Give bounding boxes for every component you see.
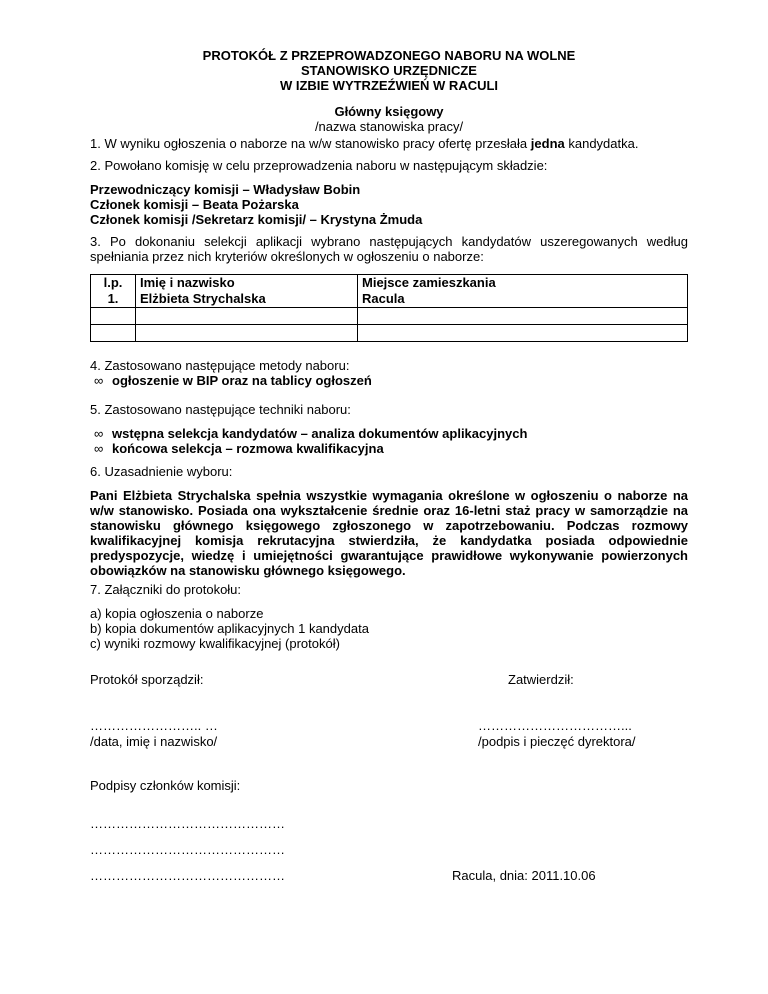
list-item: ∞ końcowa selekcja – rozmowa kwalifikacyjna: [94, 441, 384, 456]
committee-signatures-label: Podpisy członków komisji:: [90, 778, 241, 793]
methods-list: [90, 373, 688, 388]
committee-signature-line: ………………………………………: [90, 816, 285, 831]
committee-chair: Przewodniczący komisji – Władysław Bobin: [90, 182, 361, 197]
document-title: [90, 48, 688, 93]
section-7-intro: 7. Załączniki do protokołu:: [90, 582, 242, 597]
table-header-lp: l.p. 1.: [91, 275, 136, 308]
section-4-intro: 4. Zastosowano następujące metody naboru:: [90, 358, 350, 373]
committee-signature-line: ………………………………………: [90, 842, 285, 857]
position-caption: /nazwa stanowiska pracy/: [314, 119, 464, 134]
section-1-text-before: 1. W wyniku ogłoszenia o naborze na w/w stanowisko pracy ofertę przesłała: [90, 136, 531, 151]
attachment-item: a) kopia ogłoszenia o naborze: [90, 606, 264, 621]
prepared-caption: /data, imię i nazwisko/: [90, 734, 218, 749]
approved-signature-line: ……………………………...: [478, 718, 632, 733]
bullet-icon: ∞: [94, 441, 104, 456]
table-row: [91, 308, 688, 325]
list-item: ∞ wstępna selekcja kandydatów – analiza dokumentów aplikacyjnych: [94, 426, 528, 441]
attachment-item: b) kopia dokumentów aplikacyjnych 1 kandydata: [90, 621, 369, 636]
bullet-icon: ∞: [94, 426, 104, 441]
techniques-list: [90, 426, 688, 456]
section-1-text-after: kandydatka.: [564, 136, 639, 151]
committee-member: Członek komisji – Beata Pożarska: [90, 197, 299, 212]
table-cell: [91, 325, 136, 342]
justification-text: Pani Elżbieta Strychalska spełnia wszystkie wymagania określone w ogłoszeniu o naborze na w/w stanowisko. Posiada ona wykształcenie średnie oraz 16-letni staż pracy w samorządzie na stanowisku głównego księgowego zgłoszonego w zapotrzebowaniu. Podczas rozmowy kwalifikacyjnej komisja rekrutacyjna stwierdziła, że kandydatka posiada odpowiednie predyspozycje, wiedzę i umiejętności gwarantujące prawidłowe wykonywanie powierzonych obowiązków na stanowisku głównego księgowego.: [90, 488, 688, 578]
section-4: [90, 358, 688, 388]
table-cell: [358, 308, 688, 325]
prepared-label: Protokół sporządził:: [90, 672, 204, 687]
bullet-icon: ∞: [94, 373, 104, 388]
table-row: [91, 325, 688, 342]
section-6-intro: 6. Uzasadnienie wyboru:: [90, 464, 233, 479]
approved-caption: /podpis i pieczęć dyrektora/: [478, 734, 636, 749]
title-line-3: W IZBIE WYTRZEŹWIEŃ W RACULI: [279, 78, 499, 93]
committee-members: [90, 182, 688, 227]
section-2-intro: 2. Powołano komisję w celu przeprowadzenia naboru w następującym składzie:: [90, 158, 548, 173]
table-cell: [136, 308, 358, 325]
section-1: [90, 136, 688, 151]
position-name: Główny księgowy: [334, 104, 444, 119]
position-block: [90, 104, 688, 134]
place-and-date: Racula, dnia: 2011.10.06: [452, 868, 596, 883]
approved-label: Zatwierdził:: [508, 672, 574, 687]
candidates-table: [90, 274, 688, 342]
table-row: [91, 275, 688, 308]
list-item: ∞ ogłoszenie w BIP oraz na tablicy ogłoszeń: [94, 373, 372, 388]
title-line-2: STANOWISKO URZĘDNICZE: [301, 63, 477, 78]
section-1-bold: jedna: [530, 136, 565, 151]
table-cell: [91, 308, 136, 325]
section-5-intro: 5. Zastosowano następujące techniki naboru:: [90, 402, 351, 417]
committee-secretary: Członek komisji /Sekretarz komisji/ – Krystyna Żmuda: [90, 212, 423, 227]
table-header-name: Imię i nazwisko Elżbieta Strychalska: [136, 275, 358, 308]
table-cell: [136, 325, 358, 342]
committee-signature-line: ………………………………………: [90, 868, 285, 883]
attachments-list: [90, 606, 688, 651]
prepared-signature-line: …………………….. …: [90, 718, 218, 733]
table-cell: [358, 325, 688, 342]
attachment-item: c) wyniki rozmowy kwalifikacyjnej (protokół): [90, 636, 340, 651]
table-header-residence: Miejsce zamieszkania Racula: [358, 275, 688, 308]
section-3-intro: 3. Po dokonaniu selekcji aplikacji wybrano następujących kandydatów uszeregowanych według spełniania przez nich kryteriów określonych w ogłoszeniu o naborze:: [90, 234, 688, 264]
title-line-1: PROTOKÓŁ Z PRZEPROWADZONEGO NABORU NA WOLNE: [202, 48, 576, 63]
section-5-list-wrap: [90, 426, 688, 456]
candidates-table-wrap: [90, 274, 688, 342]
